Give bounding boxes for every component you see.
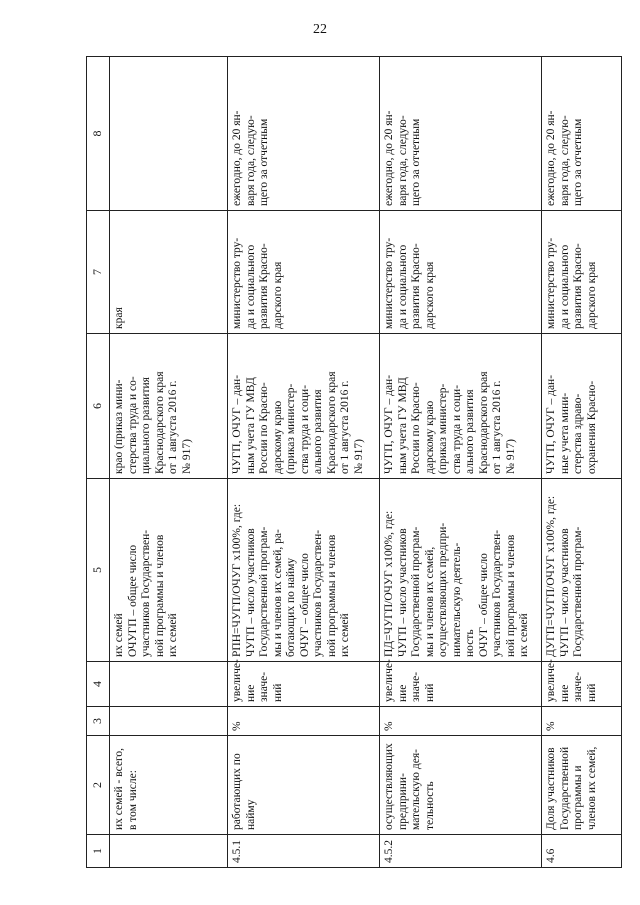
deadline xyxy=(110,57,228,211)
header-col-1: 1 xyxy=(87,835,110,868)
deadline: ежегодно, до 20 ян- варя года, следую- щего за отчетным xyxy=(380,57,542,211)
header-col-7: 7 xyxy=(87,211,110,334)
table-row xyxy=(228,57,380,868)
data-source: ЧУГП, ОЧУГ – дан- ным учета ГУ МВД России по Красно- дарскому краю (приказ министер- ства труда и соци- ального развития Краснодарского края от 1 августа 2016 г. № 917) xyxy=(228,334,380,479)
formula: их семей ОЧУГП – общее число участников Государствен- ной программы и членов их семей xyxy=(110,479,228,662)
unit xyxy=(110,707,228,736)
header-col-3: 3 xyxy=(87,707,110,736)
header-col-8: 8 xyxy=(87,57,110,211)
formula: РПН=ЧУГП/ОЧУГ х100%, где: ЧУГП – число участников Государственной програм- мы и членов их семей, ра- ботающих по найму ОЧУГ – общее число участников Государствен- ной программы и членов их семей xyxy=(228,479,380,662)
responsible: края xyxy=(110,211,228,334)
responsible: министерство тру- да и социального развития Красно- дарского края xyxy=(380,211,542,334)
deadline: ежегодно, до 20 ян- варя года, следую- щего за отчетным xyxy=(542,57,622,211)
header-col-4: 4 xyxy=(87,662,110,707)
table-header-row xyxy=(87,57,110,868)
responsible: министерство тру- да и социального развития Красно- дарского края xyxy=(542,211,622,334)
indicator-name: Доля участников Государственной программы и членов их семей, xyxy=(542,736,622,835)
rotated-table-container xyxy=(86,65,620,868)
trend: увеличе- ние значе- ний xyxy=(542,662,622,707)
row-number: 4.5.2 xyxy=(380,835,542,868)
trend: увеличе- ние значе- ний xyxy=(228,662,380,707)
header-col-5: 5 xyxy=(87,479,110,662)
responsible: министерство тру- да и социального развития Красно- дарского края xyxy=(228,211,380,334)
trend: увеличе- ние значе- ний xyxy=(380,662,542,707)
indicator-name: осуществляющих предприни- мательскую дея- тельность xyxy=(380,736,542,835)
header-col-2: 2 xyxy=(87,736,110,835)
table-row xyxy=(110,57,228,868)
table-row xyxy=(380,57,542,868)
trend xyxy=(110,662,228,707)
formula: ПД=ЧУГП/ОЧУГ х100%, где: ЧУГП – число участников Государственной програм- мы и членов их семей, осуществляющих предпри- нимательскую деятель- ность ОЧУГ – общее число участников Государствен- ной программы и членов их семей xyxy=(380,479,542,662)
indicators-table xyxy=(86,56,622,868)
unit: % xyxy=(380,707,542,736)
unit: % xyxy=(542,707,622,736)
indicator-name: работающих по найму xyxy=(228,736,380,835)
page-number: 22 xyxy=(313,22,327,37)
table-row xyxy=(542,57,622,868)
unit: % xyxy=(228,707,380,736)
row-number xyxy=(110,835,228,868)
formula: ДУГП=ЧУГП/ОЧУГ х100%, где: ЧУГП – число участников Государственной програм- xyxy=(542,479,622,662)
row-number: 4.5.1 xyxy=(228,835,380,868)
header-col-6: 6 xyxy=(87,334,110,479)
data-source: ЧУГП, ОЧУГ – дан- ным учета ГУ МВД России по Красно- дарскому краю (приказ министер- ства труда и соци- ального развития Краснодарского края от 1 августа 2016 г. № 917) xyxy=(380,334,542,479)
row-number: 4.6 xyxy=(542,835,622,868)
data-source: крао (приказ мини- стерства труда и со- циального развития Краснодарского края от 1 августа 2016 г. № 917) xyxy=(110,334,228,479)
indicator-name: их семей - всего, в том числе: xyxy=(110,736,228,835)
deadline: ежегодно, до 20 ян- варя года, следую- щего за отчетным xyxy=(228,57,380,211)
data-source: ЧУГП, ОЧУГ – дан- ные учета мини- стерства здраво- охранения Красно- xyxy=(542,334,622,479)
